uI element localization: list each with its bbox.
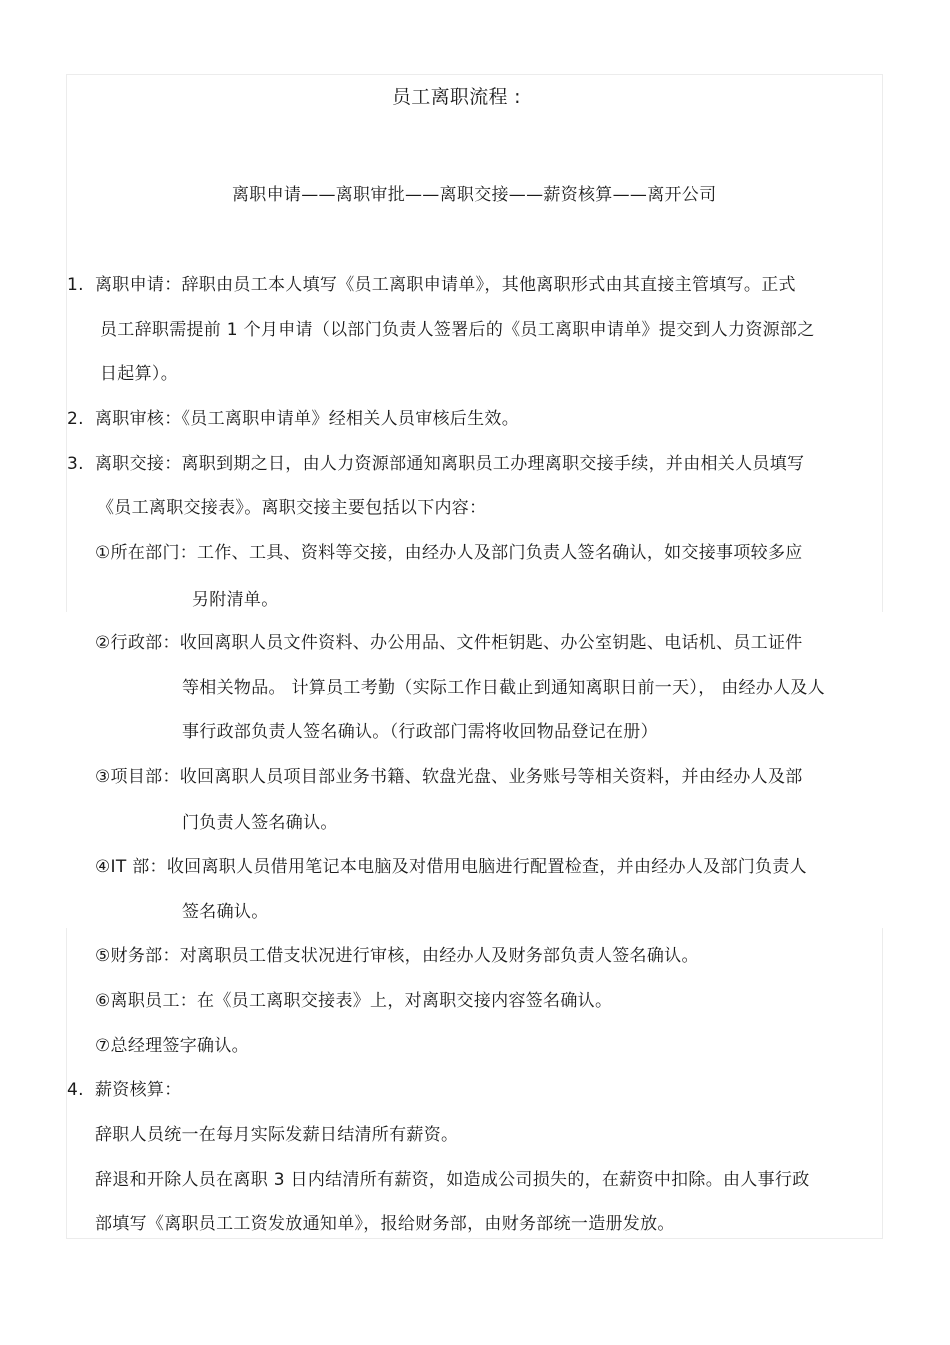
section-4-line-4: 部填写《离职员工工资发放通知单》，报给财务部，由财务部统一造册发放。 (95, 1214, 675, 1234)
frame-gap (63, 612, 69, 928)
section-number: 4. (67, 1080, 84, 1100)
item-1-line-2: 另附清单。 (192, 590, 279, 610)
item-3-line-2: 门负责人签名确认。 (182, 813, 338, 833)
item-1-line-1: ①所在部门：工作、工具、资料等交接，由经办人及部门负责人签名确认，如交接事项较多应 (95, 543, 803, 563)
item-7-line-1: ⑦总经理签字确认。 (95, 1036, 249, 1056)
item-6-line-1: ⑥离职员工：在《员工离职交接表》上，对离职交接内容签名确认。 (95, 991, 613, 1011)
section-3-line-1: 离职交接：离职到期之日，由人力资源部通知离职员工办理离职交接手续，并由相关人员填写 (95, 454, 805, 474)
item-2-line-2: 等相关物品。 计算员工考勤（实际工作日截止到通知离职日前一天）， 由经办人及人 (182, 678, 826, 698)
section-number: 3. (67, 454, 84, 474)
flow-line: 离职申请——离职审批——离职交接——薪资核算——离开公司 (232, 185, 717, 205)
section-3-line-2: 《员工离职交接表》。离职交接主要包括以下内容： (97, 498, 487, 518)
page-title: 员工离职流程 : (392, 86, 521, 108)
section-number: 2. (67, 409, 84, 429)
section-1-line-2: 员工辞职需提前 1 个月申请（以部门负责人签署后的《员工离职申请单》提交到人力资源部之 (100, 320, 815, 340)
item-4-line-2: 签名确认。 (182, 902, 269, 922)
section-4-line-2: 辞职人员统一在每月实际发薪日结清所有薪资。 (95, 1125, 459, 1145)
page-frame (66, 74, 883, 1239)
item-3-line-1: ③项目部：收回离职人员项目部业务书籍、软盘光盘、业务账号等相关资料，并由经办人及部 (95, 767, 803, 787)
item-2-line-3: 事行政部负责人签名确认。（行政部门需将收回物品登记在册） (182, 722, 658, 742)
section-4-line-3: 辞退和开除人员在离职 3 日内结清所有薪资，如造成公司损失的，在薪资中扣除。由人事行政 (95, 1170, 810, 1190)
section-4-line-1: 薪资核算： (95, 1080, 182, 1100)
item-5-line-1: ⑤财务部：对离职员工借支状况进行审核，由经办人及财务部负责人签名确认。 (95, 946, 699, 966)
item-2-line-1: ②行政部：收回离职人员文件资料、办公用品、文件柜钥匙、办公室钥匙、电话机、员工证件 (95, 633, 803, 653)
section-number: 1. (67, 275, 84, 295)
item-4-line-1: ④IT 部：收回离职人员借用笔记本电脑及对借用电脑进行配置检查，并由经办人及部门负责人 (95, 857, 807, 877)
section-1-line-3: 日起算）。 (100, 364, 178, 384)
section-1-line-1: 离职申请：辞职由员工本人填写《员工离职申请单》，其他离职形式由其直接主管填写。正式 (95, 275, 796, 295)
section-2-line-1: 离职审核：《员工离职申请单》经相关人员审核后生效。 (95, 409, 519, 429)
frame-gap (878, 612, 884, 928)
